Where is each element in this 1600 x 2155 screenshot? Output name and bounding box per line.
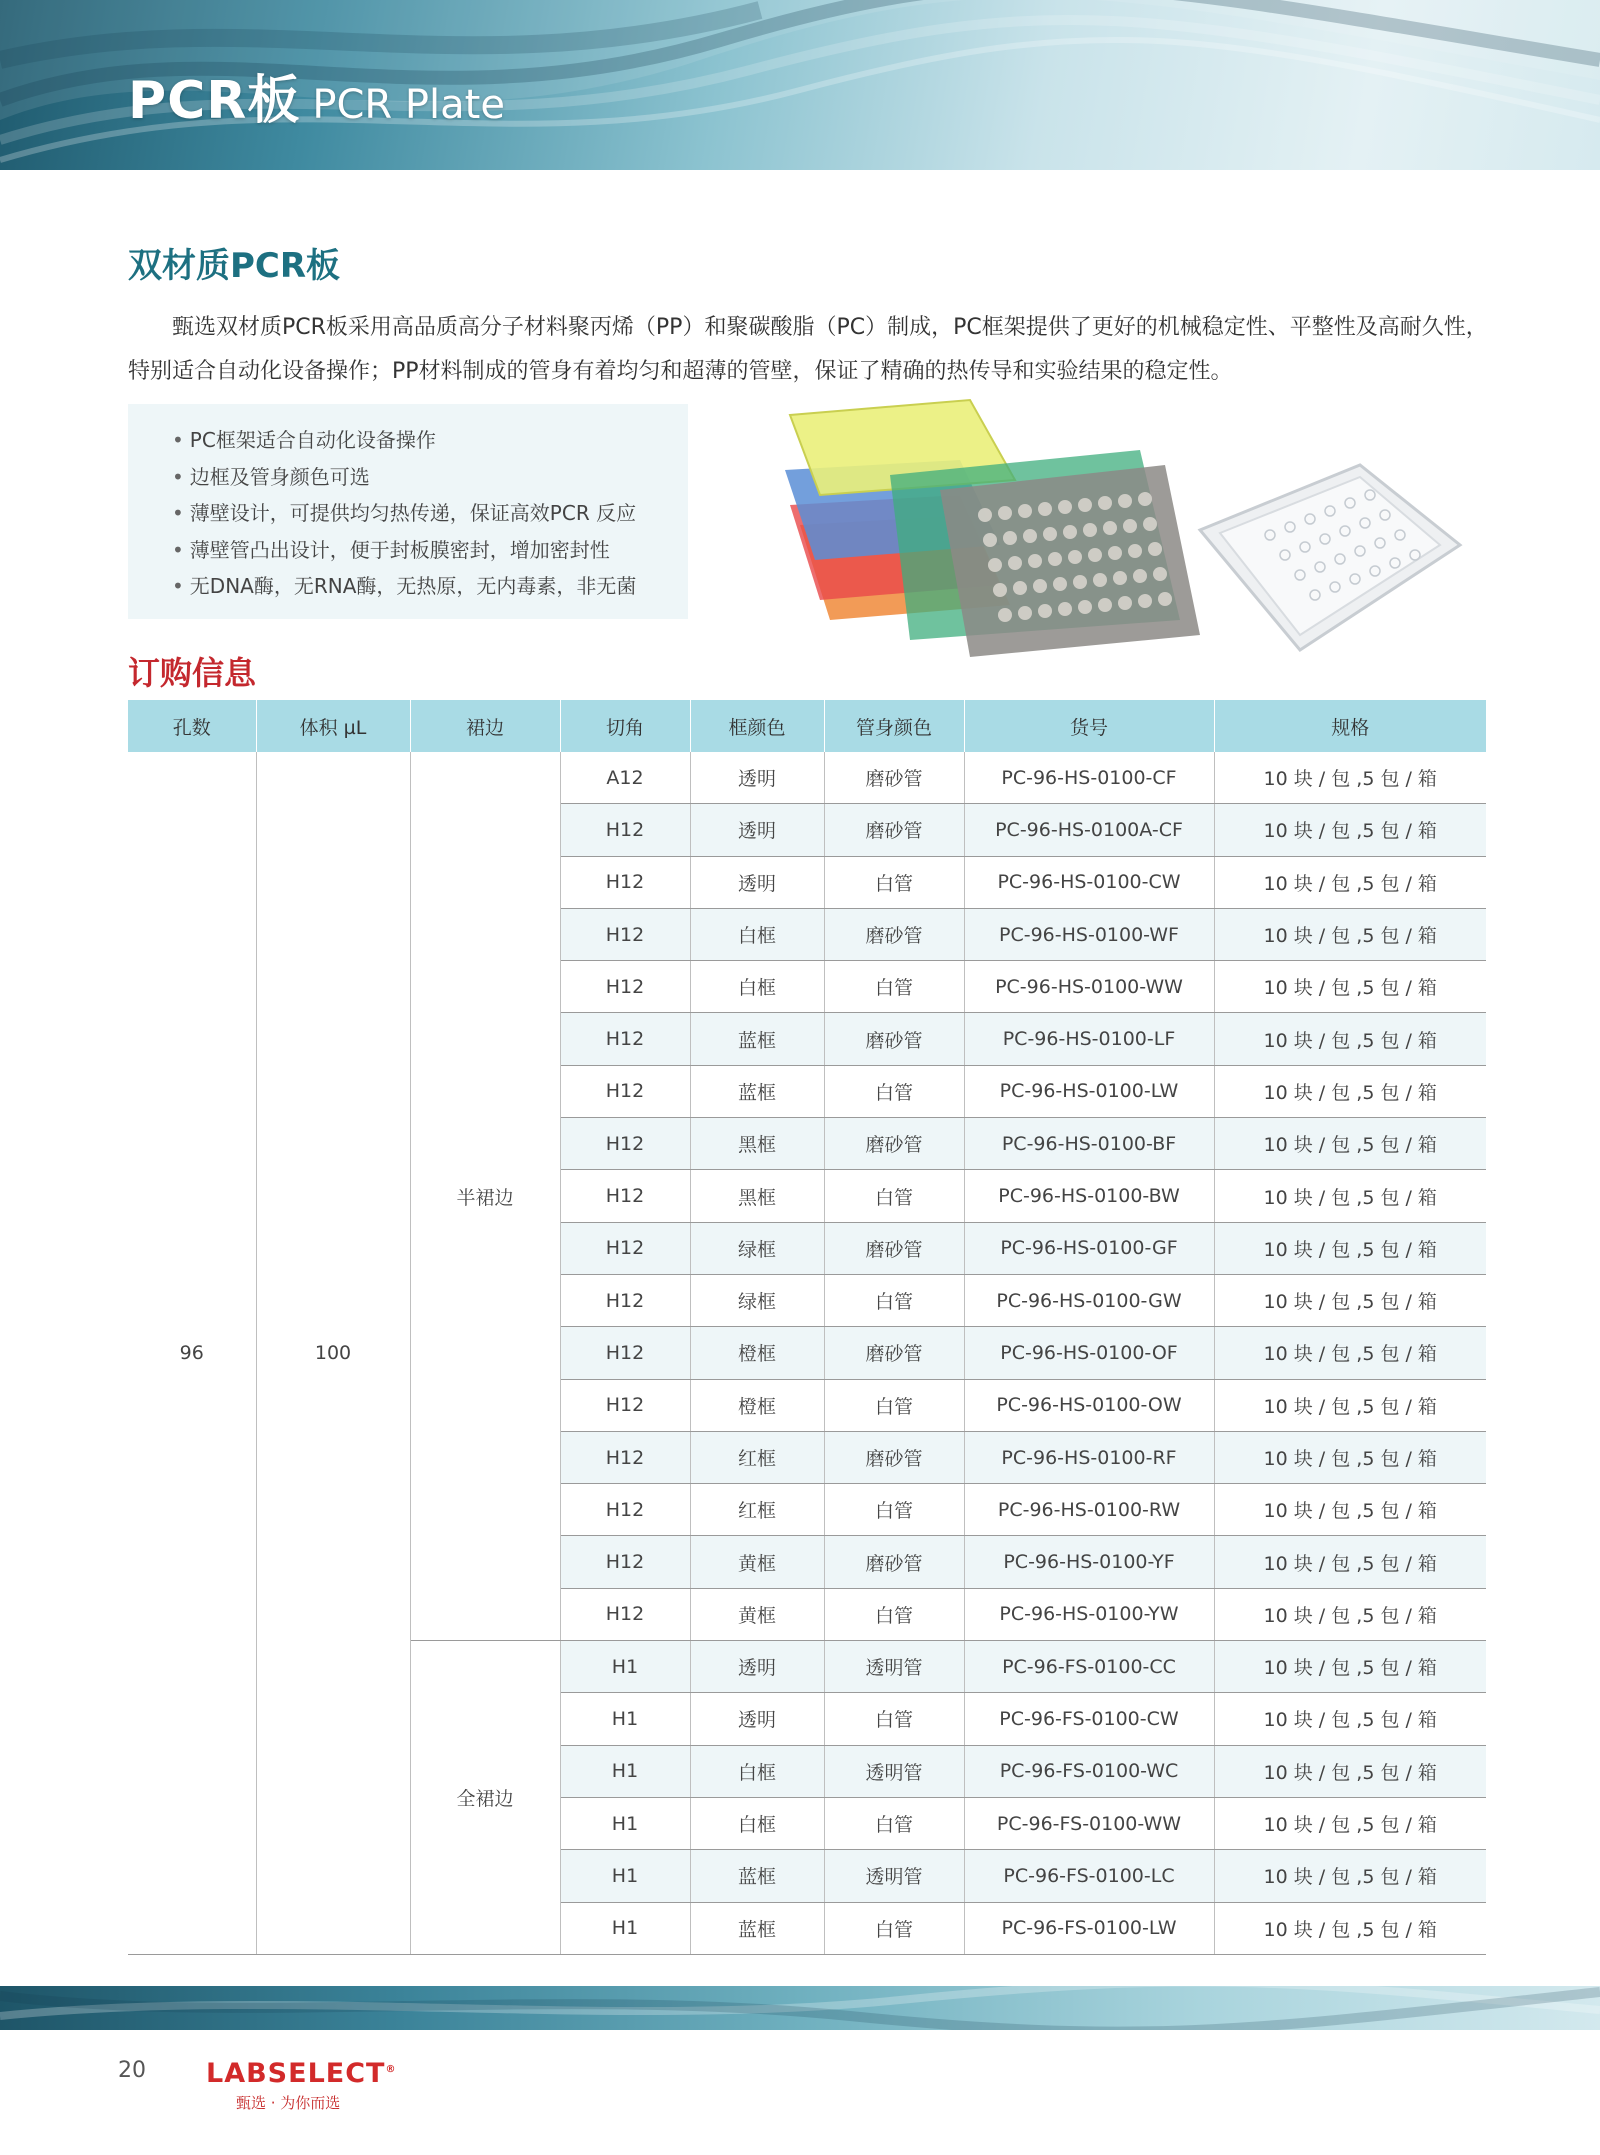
cell-catalog-no: PC-96-HS-0100A-CF bbox=[964, 804, 1214, 856]
feature-item: • 薄壁管凸出设计，便于封板膜密封，增加密封性 bbox=[172, 537, 610, 562]
col-header-volume: 体积 µL bbox=[256, 700, 410, 752]
cell-catalog-no: PC-96-FS-0100-LW bbox=[964, 1902, 1214, 1954]
cell-frame-color: 白框 bbox=[690, 1797, 824, 1849]
cell-frame-color: 透明 bbox=[690, 752, 824, 804]
cell-frame-color: 蓝框 bbox=[690, 1013, 824, 1065]
order-title: 订购信息 bbox=[128, 654, 257, 692]
cell-tube-color: 磨砂管 bbox=[824, 1327, 964, 1379]
cell-tube-color: 白管 bbox=[824, 1274, 964, 1326]
cell-tube-color: 透明管 bbox=[824, 1850, 964, 1902]
feature-text: 无DNA酶，无RNA酶，无热原，无内毒素，非无菌 bbox=[189, 574, 637, 598]
cell-catalog-no: PC-96-HS-0100-CF bbox=[964, 752, 1214, 804]
cell-catalog-no: PC-96-HS-0100-GW bbox=[964, 1274, 1214, 1326]
cell-catalog-no: PC-96-FS-0100-WC bbox=[964, 1745, 1214, 1797]
cell-corner: H1 bbox=[560, 1850, 690, 1902]
cell-tube-color: 白管 bbox=[824, 1170, 964, 1222]
cell-catalog-no: PC-96-HS-0100-LW bbox=[964, 1065, 1214, 1117]
page-title-cn: PCR板 bbox=[128, 71, 301, 131]
cell-catalog-no: PC-96-HS-0100-YF bbox=[964, 1536, 1214, 1588]
table-body bbox=[128, 752, 1486, 1954]
cell-frame-color: 白框 bbox=[690, 1745, 824, 1797]
cell-spec: 10 块 / 包 ,5 包 / 箱 bbox=[1214, 1274, 1486, 1326]
cell-corner: H1 bbox=[560, 1641, 690, 1693]
cell-corner: H12 bbox=[560, 1484, 690, 1536]
cell-tube-color: 白管 bbox=[824, 1065, 964, 1117]
cell-corner: H12 bbox=[560, 1170, 690, 1222]
cell-spec: 10 块 / 包 ,5 包 / 箱 bbox=[1214, 908, 1486, 960]
cell-tube-color: 白管 bbox=[824, 1484, 964, 1536]
cell-spec: 10 块 / 包 ,5 包 / 箱 bbox=[1214, 804, 1486, 856]
col-header-corner: 切角 bbox=[560, 700, 690, 752]
cell-spec: 10 块 / 包 ,5 包 / 箱 bbox=[1214, 1327, 1486, 1379]
plate-gray bbox=[940, 465, 1200, 657]
cell-corner: H1 bbox=[560, 1693, 690, 1745]
cell-spec: 10 块 / 包 ,5 包 / 箱 bbox=[1214, 1013, 1486, 1065]
cell-corner: H12 bbox=[560, 1274, 690, 1326]
cell-spec: 10 块 / 包 ,5 包 / 箱 bbox=[1214, 1170, 1486, 1222]
cell-tube-color: 磨砂管 bbox=[824, 1431, 964, 1483]
feature-box bbox=[128, 404, 688, 619]
cell-corner: H12 bbox=[560, 1536, 690, 1588]
cell-spec: 10 块 / 包 ,5 包 / 箱 bbox=[1214, 752, 1486, 804]
cell-catalog-no: PC-96-HS-0100-BW bbox=[964, 1170, 1214, 1222]
order-table bbox=[128, 700, 1486, 1955]
cell-tube-color: 磨砂管 bbox=[824, 1222, 964, 1274]
table-row bbox=[128, 752, 1486, 804]
page-title-en: PCR Plate bbox=[312, 82, 505, 128]
cell-frame-color: 黄框 bbox=[690, 1588, 824, 1640]
cell-catalog-no: PC-96-HS-0100-RF bbox=[964, 1431, 1214, 1483]
cell-corner: H12 bbox=[560, 908, 690, 960]
feature-list bbox=[172, 422, 688, 605]
cell-frame-color: 黑框 bbox=[690, 1118, 824, 1170]
cell-spec: 10 块 / 包 ,5 包 / 箱 bbox=[1214, 1588, 1486, 1640]
cell-corner: H1 bbox=[560, 1902, 690, 1954]
cell-frame-color: 透明 bbox=[690, 1641, 824, 1693]
cell-frame-color: 白框 bbox=[690, 961, 824, 1013]
page-title bbox=[128, 58, 505, 133]
feature-text: 边框及管身颜色可选 bbox=[189, 464, 370, 489]
cell-spec: 10 块 / 包 ,5 包 / 箱 bbox=[1214, 1431, 1486, 1483]
cell-tube-color: 磨砂管 bbox=[824, 752, 964, 804]
cell-corner: H1 bbox=[560, 1797, 690, 1849]
cell-tube-color: 透明管 bbox=[824, 1641, 964, 1693]
cell-corner: H12 bbox=[560, 1431, 690, 1483]
cell-spec: 10 块 / 包 ,5 包 / 箱 bbox=[1214, 1641, 1486, 1693]
col-header-tube-color: 管身颜色 bbox=[824, 700, 964, 752]
cell-tube-color: 磨砂管 bbox=[824, 1536, 964, 1588]
cell-corner: H12 bbox=[560, 1588, 690, 1640]
plate-white-full-skirt bbox=[1200, 465, 1460, 650]
cell-catalog-no: PC-96-FS-0100-LC bbox=[964, 1850, 1214, 1902]
feature-text: 薄壁设计，可提供均匀热传递，保证高效PCR 反应 bbox=[189, 501, 637, 525]
col-header-wells: 孔数 bbox=[128, 700, 256, 752]
cell-frame-color: 红框 bbox=[690, 1431, 824, 1483]
cell-tube-color: 磨砂管 bbox=[824, 804, 964, 856]
cell-catalog-no: PC-96-HS-0100-LF bbox=[964, 1013, 1214, 1065]
col-header-frame-color: 框颜色 bbox=[690, 700, 824, 752]
cell-tube-color: 透明管 bbox=[824, 1745, 964, 1797]
cell-catalog-no: PC-96-FS-0100-CC bbox=[964, 1641, 1214, 1693]
cell-spec: 10 块 / 包 ,5 包 / 箱 bbox=[1214, 1745, 1486, 1797]
cell-catalog-no: PC-96-HS-0100-OW bbox=[964, 1379, 1214, 1431]
footer-band bbox=[0, 1986, 1600, 2030]
cell-spec: 10 块 / 包 ,5 包 / 箱 bbox=[1214, 1797, 1486, 1849]
feature-item: • 边框及管身颜色可选 bbox=[172, 464, 370, 489]
cell-tube-color: 磨砂管 bbox=[824, 908, 964, 960]
cell-corner: H12 bbox=[560, 1327, 690, 1379]
page-number: 20 bbox=[118, 2058, 146, 2083]
cell-catalog-no: PC-96-HS-0100-GF bbox=[964, 1222, 1214, 1274]
brand-name: LABSELECT bbox=[206, 2058, 386, 2089]
col-header-catalog-no: 货号 bbox=[964, 700, 1214, 752]
cell-frame-color: 蓝框 bbox=[690, 1902, 824, 1954]
cell-corner: A12 bbox=[560, 752, 690, 804]
cell-tube-color: 白管 bbox=[824, 856, 964, 908]
cell-skirt-full: 全裙边 bbox=[410, 1641, 560, 1955]
cell-spec: 10 块 / 包 ,5 包 / 箱 bbox=[1214, 1484, 1486, 1536]
cell-tube-color: 白管 bbox=[824, 1902, 964, 1954]
cell-frame-color: 红框 bbox=[690, 1484, 824, 1536]
cell-frame-color: 橙框 bbox=[690, 1379, 824, 1431]
cell-spec: 10 块 / 包 ,5 包 / 箱 bbox=[1214, 1065, 1486, 1117]
cell-spec: 10 块 / 包 ,5 包 / 箱 bbox=[1214, 1222, 1486, 1274]
cell-catalog-no: PC-96-HS-0100-OF bbox=[964, 1327, 1214, 1379]
cell-catalog-no: PC-96-HS-0100-CW bbox=[964, 856, 1214, 908]
cell-corner: H12 bbox=[560, 1118, 690, 1170]
section-title: 双材质PCR板 bbox=[128, 246, 341, 286]
cell-volume: 100 bbox=[256, 752, 410, 1954]
cell-skirt-half: 半裙边 bbox=[410, 752, 560, 1641]
cell-corner: H12 bbox=[560, 1222, 690, 1274]
cell-catalog-no: PC-96-HS-0100-WW bbox=[964, 961, 1214, 1013]
cell-corner: H12 bbox=[560, 804, 690, 856]
cell-spec: 10 块 / 包 ,5 包 / 箱 bbox=[1214, 1118, 1486, 1170]
cell-tube-color: 白管 bbox=[824, 961, 964, 1013]
cell-tube-color: 白管 bbox=[824, 1588, 964, 1640]
feature-item: • 无DNA酶，无RNA酶，无热原，无内毒素，非无菌 bbox=[172, 574, 637, 598]
cell-frame-color: 绿框 bbox=[690, 1274, 824, 1326]
intro-paragraph: 甄选双材质PCR板采用高品质高分子材料聚丙烯（PP）和聚碳酸脂（PC）制成，PC框架提供了更好的机械稳定性、平整性及高耐久性，特别适合自动化设备操作；PP材料制成的管身有着均匀和超薄的管壁，保证了精确的热传导和实验结果的稳定性。 bbox=[128, 315, 1488, 384]
cell-frame-color: 透明 bbox=[690, 856, 824, 908]
cell-spec: 10 块 / 包 ,5 包 / 箱 bbox=[1214, 1379, 1486, 1431]
col-header-spec: 规格 bbox=[1214, 700, 1486, 752]
cell-catalog-no: PC-96-HS-0100-YW bbox=[964, 1588, 1214, 1640]
product-image bbox=[770, 395, 1490, 665]
header-banner bbox=[0, 0, 1600, 170]
cell-spec: 10 块 / 包 ,5 包 / 箱 bbox=[1214, 1902, 1486, 1954]
cell-frame-color: 白框 bbox=[690, 908, 824, 960]
cell-catalog-no: PC-96-HS-0100-RW bbox=[964, 1484, 1214, 1536]
cell-tube-color: 白管 bbox=[824, 1379, 964, 1431]
cell-tube-color: 白管 bbox=[824, 1797, 964, 1849]
col-header-skirt: 裙边 bbox=[410, 700, 560, 752]
feature-text: 薄壁管凸出设计，便于封板膜密封，增加密封性 bbox=[189, 537, 610, 562]
feature-item: • PC框架适合自动化设备操作 bbox=[172, 428, 436, 452]
cell-spec: 10 块 / 包 ,5 包 / 箱 bbox=[1214, 1693, 1486, 1745]
cell-corner: H12 bbox=[560, 856, 690, 908]
cell-corner: H1 bbox=[560, 1745, 690, 1797]
cell-spec: 10 块 / 包 ,5 包 / 箱 bbox=[1214, 856, 1486, 908]
cell-spec: 10 块 / 包 ,5 包 / 箱 bbox=[1214, 1850, 1486, 1902]
cell-tube-color: 磨砂管 bbox=[824, 1118, 964, 1170]
cell-catalog-no: PC-96-HS-0100-BF bbox=[964, 1118, 1214, 1170]
cell-spec: 10 块 / 包 ,5 包 / 箱 bbox=[1214, 961, 1486, 1013]
brand-logo bbox=[206, 2058, 396, 2113]
cell-frame-color: 黄框 bbox=[690, 1536, 824, 1588]
feature-text: PC框架适合自动化设备操作 bbox=[189, 428, 436, 452]
cell-catalog-no: PC-96-HS-0100-WF bbox=[964, 908, 1214, 960]
cell-frame-color: 黑框 bbox=[690, 1170, 824, 1222]
cell-frame-color: 蓝框 bbox=[690, 1065, 824, 1117]
cell-corner: H12 bbox=[560, 961, 690, 1013]
cell-frame-color: 橙框 bbox=[690, 1327, 824, 1379]
cell-frame-color: 透明 bbox=[690, 1693, 824, 1745]
cell-spec: 10 块 / 包 ,5 包 / 箱 bbox=[1214, 1536, 1486, 1588]
cell-catalog-no: PC-96-FS-0100-CW bbox=[964, 1693, 1214, 1745]
cell-corner: H12 bbox=[560, 1013, 690, 1065]
footer-wave-decoration bbox=[0, 1986, 1600, 2030]
cell-wells: 96 bbox=[128, 752, 256, 1954]
cell-tube-color: 白管 bbox=[824, 1693, 964, 1745]
brand-tagline: 甄选 · 为你而选 bbox=[236, 2094, 341, 2112]
registered-mark: ® bbox=[385, 2064, 397, 2075]
cell-frame-color: 透明 bbox=[690, 804, 824, 856]
cell-corner: H12 bbox=[560, 1379, 690, 1431]
cell-frame-color: 蓝框 bbox=[690, 1850, 824, 1902]
cell-catalog-no: PC-96-FS-0100-WW bbox=[964, 1797, 1214, 1849]
cell-tube-color: 磨砂管 bbox=[824, 1013, 964, 1065]
table-header-row bbox=[128, 700, 1486, 752]
cell-frame-color: 绿框 bbox=[690, 1222, 824, 1274]
cell-corner: H12 bbox=[560, 1065, 690, 1117]
feature-item: • 薄壁设计，可提供均匀热传递，保证高效PCR 反应 bbox=[172, 501, 637, 525]
